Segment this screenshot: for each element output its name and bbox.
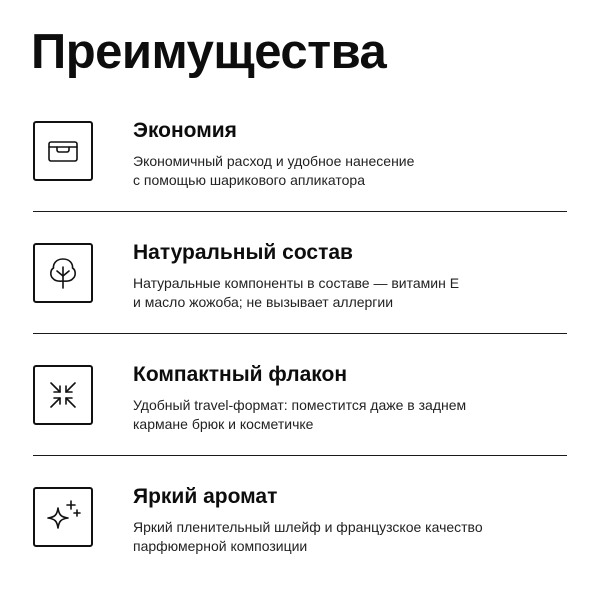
divider <box>33 211 567 212</box>
feature-item-compact <box>33 365 567 455</box>
feature-description <box>133 396 466 434</box>
tree-icon <box>45 255 81 291</box>
minimize-arrows-icon-box <box>33 365 93 425</box>
feature-description-line: и масло жожоба; не вызывает аллергии <box>133 294 394 310</box>
minimize-arrows-icon <box>46 378 80 412</box>
feature-title: Натуральный состав <box>133 241 353 264</box>
feature-description-line: Натуральные компоненты в составе — витамин E <box>133 275 460 291</box>
feature-description-line: Яркий пленительный шлейф и французское качество <box>133 519 483 535</box>
feature-title: Яркий аромат <box>133 485 278 508</box>
feature-description-line: кармане брюк и косметичке <box>133 416 314 432</box>
feature-item-economy <box>33 121 567 211</box>
feature-description-line: Экономичный расход и удобное нанесение <box>133 153 415 169</box>
divider <box>33 455 567 456</box>
feature-item-natural <box>33 243 567 333</box>
sparkle-icon <box>43 497 83 537</box>
divider <box>33 333 567 334</box>
sparkle-icon-box <box>33 487 93 547</box>
feature-description-line: парфюмерной композиции <box>133 538 308 554</box>
feature-description-line: Удобный travel-формат: поместится даже в заднем <box>133 397 467 413</box>
feature-description <box>133 152 414 190</box>
feature-description-line: с помощью шарикового апликатора <box>133 172 365 188</box>
wallet-icon <box>46 134 80 168</box>
feature-title: Экономия <box>133 119 237 142</box>
tree-icon-box <box>33 243 93 303</box>
feature-title: Компактный флакон <box>133 363 348 386</box>
feature-item-aroma <box>33 487 567 577</box>
wallet-icon-box <box>33 121 93 181</box>
feature-description <box>133 518 483 556</box>
page-title: Преимущества <box>31 25 387 79</box>
feature-description <box>133 274 459 312</box>
